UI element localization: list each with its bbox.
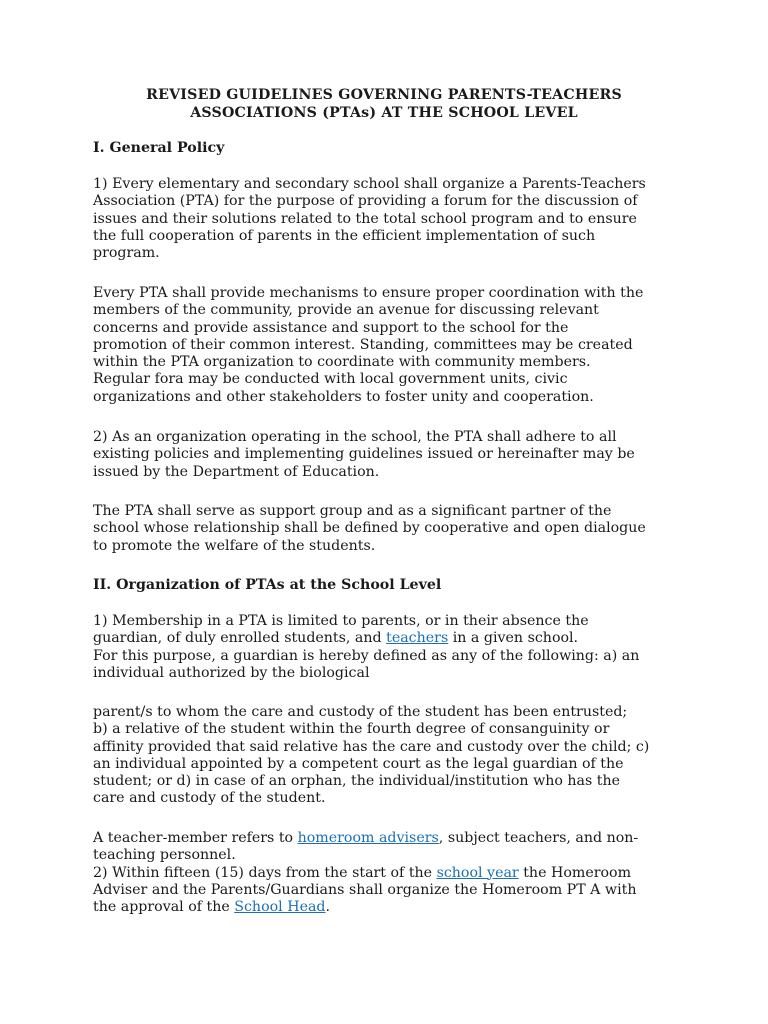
section-2-paragraph-2 [93, 704, 683, 808]
text-line: 2) As an organization operating in the school, the PTA shall adhere to all [93, 429, 617, 445]
section-1-paragraph-4 [93, 503, 683, 555]
section-1-paragraph-2 [93, 285, 683, 406]
text-line: an individual appointed by a competent court as the legal guardian of the [93, 755, 624, 772]
text-line: The PTA shall serve as support group and as a significant partner of the [93, 503, 612, 519]
text-line: parent/s to whom the care and custody of the student has been entrusted; [93, 704, 628, 720]
section-1-paragraph-1 [93, 176, 683, 262]
text-line: promotion of their common interest. Standing, committees may be created [93, 336, 633, 353]
teachers-link[interactable]: teachers [386, 630, 449, 647]
text-line: Regular fora may be conducted with local government units, civic [93, 371, 568, 388]
text-segment: guardian, of duly enrolled students, and [93, 630, 387, 647]
text-line: Association (PTA) for the purpose of providing a forum for the discussion of [93, 193, 638, 210]
section-2-paragraph-1 [93, 613, 683, 682]
text-line: organizations and other stakeholders to foster unity and cooperation. [93, 388, 594, 405]
text-line [93, 899, 683, 916]
title-line-1: REVISED GUIDELINES GOVERNING PARENTS-TEACHERS [146, 87, 622, 103]
title-line-2: ASSOCIATIONS (PTAs) AT THE SCHOOL LEVEL [190, 105, 578, 121]
school-head-link[interactable]: School Head [234, 899, 326, 916]
text-line: care and custody of the student. [93, 790, 326, 807]
text-line: individual authorized by the biological [93, 664, 370, 681]
school-year-link[interactable]: school year [436, 864, 519, 881]
text-segment: A teacher-member refers to [93, 830, 298, 846]
section-1-paragraph-3 [93, 429, 683, 481]
text-line: student; or d) in case of an orphan, the individual/institution who has the [93, 773, 621, 790]
text-line: For this purpose, a guardian is hereby defined as any of the following: a) an [93, 647, 640, 664]
text-segment: , subject teachers, and non- [438, 830, 639, 846]
text-line: program. [93, 245, 160, 262]
text-line: existing policies and implementing guidelines issued or hereinafter may be [93, 446, 635, 463]
section-1-heading: I. General Policy [93, 140, 225, 156]
text-line: the full cooperation of parents in the efficient implementation of such [93, 227, 596, 244]
homeroom-advisers-link[interactable]: homeroom advisers [297, 830, 439, 846]
text-line [93, 630, 683, 647]
text-line: to promote the welfare of the students. [93, 537, 376, 554]
text-line: members of the community, provide an avenue for discussing relevant [93, 302, 599, 319]
text-segment: the approval of the [93, 899, 235, 916]
text-line: concerns and provide assistance and support to the school for the [93, 319, 569, 336]
text-line: b) a relative of the student within the fourth degree of consanguinity or [93, 721, 610, 738]
text-line: 1) Membership in a PTA is limited to parents, or in their absence the [93, 613, 589, 629]
text-line: issued by the Department of Education. [93, 463, 380, 480]
text-segment: in a given school. [448, 630, 579, 647]
text-line: affinity provided that said relative has the care and custody over the child; c) [93, 738, 650, 755]
text-segment: the Homeroom [518, 864, 632, 881]
text-line [93, 865, 683, 882]
text-line: teaching personnel. [93, 847, 236, 864]
text-line: 1) Every elementary and secondary school shall organize a Parents-Teachers [93, 176, 646, 192]
text-line: Adviser and the Parents/Guardians shall organize the Homeroom PT A with [93, 881, 637, 898]
text-line: Every PTA shall provide mechanisms to ensure proper coordination with the [93, 285, 644, 301]
text-line: school whose relationship shall be defined by cooperative and open dialogue [93, 520, 646, 537]
section-2-heading: II. Organization of PTAs at the School Level [93, 577, 442, 593]
text-segment: 2) Within fifteen (15) days from the start of the [93, 864, 437, 881]
text-line [93, 830, 683, 847]
section-2-paragraph-3 [93, 830, 683, 916]
document-title [92, 86, 676, 122]
text-line: within the PTA organization to coordinate with community members. [93, 354, 591, 371]
text-line: issues and their solutions related to the total school program and to ensure [93, 210, 637, 227]
text-segment: . [325, 899, 331, 916]
